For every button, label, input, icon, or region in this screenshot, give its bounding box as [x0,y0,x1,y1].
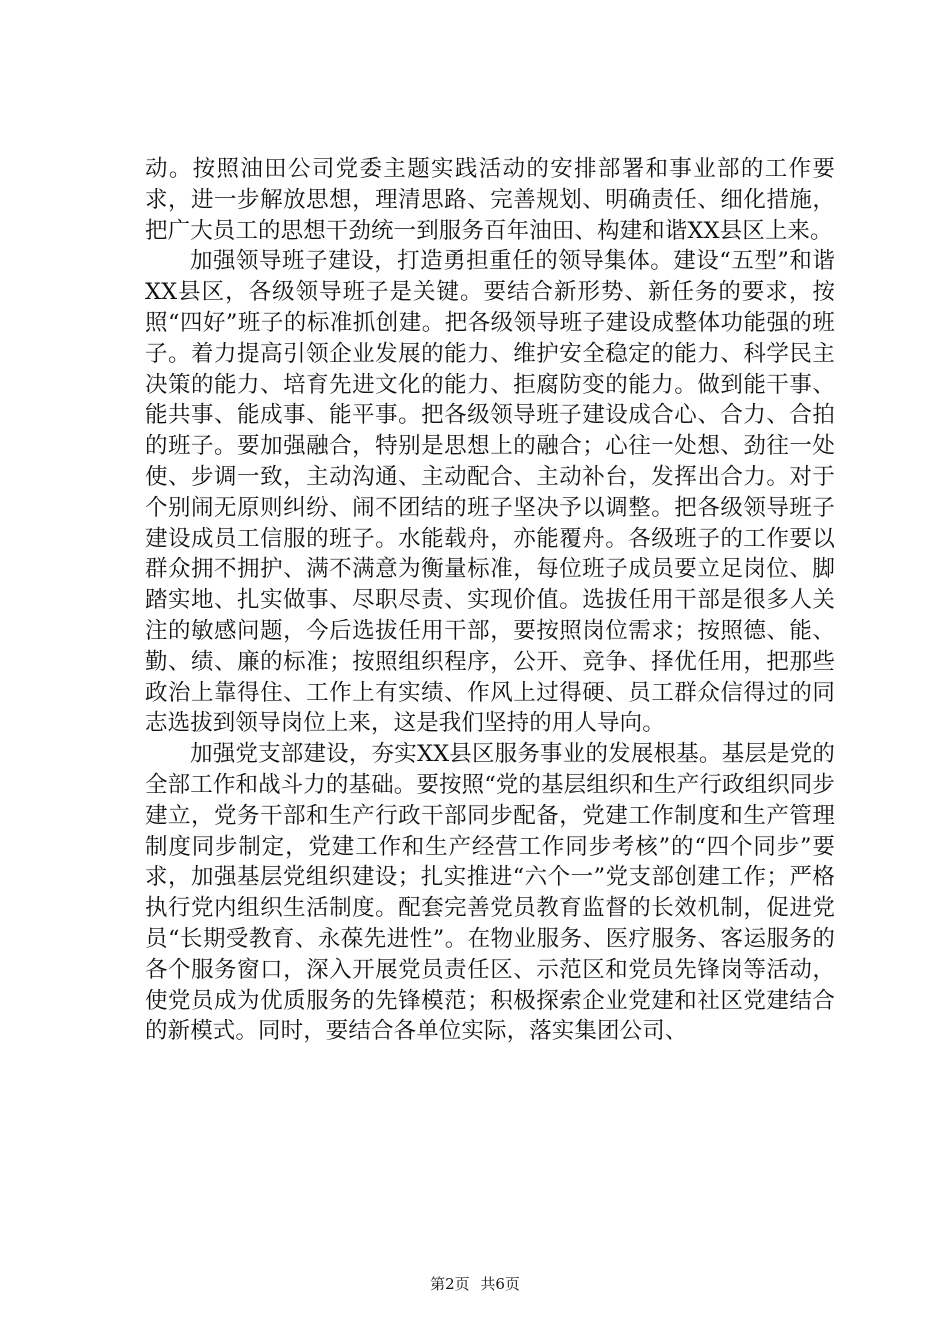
page-number: 第2页 [430,1275,470,1293]
page-footer [0,1274,950,1294]
document-body [145,154,835,1047]
page-total: 共6页 [480,1275,520,1293]
paragraph-2: 加强领导班子建设，打造勇担重任的领导集体。建设“五型”和谐XX县区，各级领导班子是关键。要结合新形势、新任务的要求，按照“四好”班子的标准抓创建。把各级领导班子建设成整体功能强的班子。着力提高引领企业发展的能力、维护安全稳定的能力、科学民主决策的能力、培育先进文化的能力、拒腐防变的能力。做到能干事、能共事、能成事、能平事。把各级领导班子建设成合心、合力、合拍的班子。要加强融合，特别是思想上的融合；心往一处想、劲往一处使、步调一致，主动沟通、主动配合、主动补台，发挥出合力。对于个别闹无原则纠纷、闹不团结的班子坚决予以调整。把各级领导班子建设成员工信服的班子。水能载舟，亦能覆舟。各级班子的工作要以群众拥不拥护、满不满意为衡量标准，每位班子成员要立足岗位、脚踏实地、扎实做事、尽职尽责、实现价值。选拔任用干部是很多人关注的敏感问题，今后选拔任用干部，要按照岗位需求；按照德、能、勤、绩、廉的标准；按照组织程序，公开、竞争、择优任用，把那些政治上靠得住、工作上有实绩、作风上过得硬、员工群众信得过的同志选拔到领导岗位上来，这是我们坚持的用人导向。 [145,248,835,737]
paragraph-1: 动。按照油田公司党委主题实践活动的安排部署和事业部的工作要求，进一步解放思想，理清思路、完善规划、明确责任、细化措施，把广大员工的思想干劲统一到服务百年油田、构建和谐XX县区上来。 [145,156,835,244]
paragraph-3: 加强党支部建设，夯实XX县区服务事业的发展根基。基层是党的全部工作和战斗力的基础。要按照“党的基层组织和生产行政组织同步建立，党务干部和生产行政干部同步配备，党建工作制度和生产管理制度同步制定，党建工作和生产经营工作同步考核”的“四个同步”要求，加强基层党组织建设；扎实推进“六个一”党支部创建工作；严格执行党内组织生活制度。配套完善党员教育监督的长效机制，促进党员“长期受教育、永葆先进性”。在物业服务、医疗服务、客运服务的各个服务窗口，深入开展党员责任区、示范区和党员先锋岗等活动，使党员成为优质服务的先锋模范；积极探索企业党建和社区党建结合的新模式。同时，要结合各单位实际，落实集团公司、 [145,741,835,1045]
